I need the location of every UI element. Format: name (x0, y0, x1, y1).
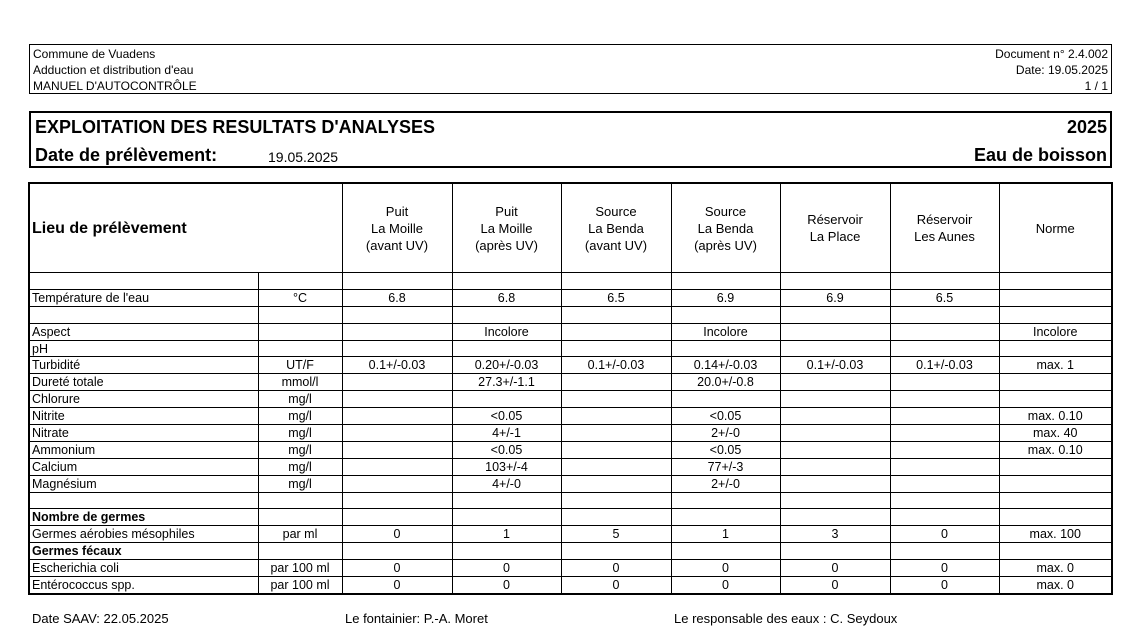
page-title: EXPLOITATION DES RESULTATS D'ANALYSES (35, 117, 435, 137)
table-row (29, 441, 1112, 458)
manual-name: MANUEL D'AUTOCONTRÔLE (33, 79, 197, 93)
unit-cell (258, 306, 342, 323)
value-cell: 0 (890, 560, 999, 577)
unit-cell: mg/l (258, 425, 342, 442)
value-cell: 0 (780, 577, 890, 594)
value-cell: <0.05 (452, 408, 561, 425)
value-cell (342, 408, 452, 425)
unit-cell (258, 340, 342, 357)
value-cell (780, 458, 890, 475)
value-cell: 2+/-0 (671, 475, 780, 492)
sampling-date-label: Date de prélèvement: (35, 145, 218, 165)
header-right (995, 46, 1108, 94)
value-cell: 1 (452, 526, 561, 543)
value-cell (452, 306, 561, 323)
title-year: 2025 (1066, 117, 1107, 137)
title-box (29, 111, 1112, 168)
column-header-line: Réservoir (916, 212, 973, 227)
value-cell (890, 492, 999, 509)
column-header-line: Source (595, 203, 637, 219)
value-cell (561, 475, 671, 492)
unit-cell (258, 492, 342, 509)
value-cell (561, 492, 671, 509)
value-cell (780, 475, 890, 492)
unit-cell: mg/l (258, 391, 342, 408)
parameter-label (29, 273, 258, 290)
document-header (29, 44, 1112, 94)
table-row (29, 306, 1112, 323)
value-cell (780, 509, 890, 526)
value-cell: 0 (452, 560, 561, 577)
parameter-label: Nombre de germes (29, 509, 258, 526)
parameter-label: Calcium (29, 458, 258, 475)
value-cell: 4+/-0 (452, 475, 561, 492)
lieu-header: Lieu de prélèvement (29, 183, 342, 273)
value-cell (890, 509, 999, 526)
value-cell (671, 273, 780, 290)
value-cell (780, 273, 890, 290)
parameter-label: pH (29, 340, 258, 357)
column-header-line: (après UV) (475, 237, 538, 253)
value-cell (999, 543, 1112, 560)
parameter-label (29, 306, 258, 323)
value-cell (999, 306, 1112, 323)
responsable: Le responsable des eaux : C. Seydoux (674, 611, 898, 626)
column-header-line: Puit (385, 203, 409, 219)
column-header-line: La Moille (370, 220, 424, 236)
value-cell (342, 374, 452, 391)
table-row (29, 425, 1112, 442)
page-number: 1 / 1 (1084, 79, 1108, 93)
unit-cell: mg/l (258, 408, 342, 425)
value-cell: 0.20+/-0.03 (452, 357, 561, 374)
value-cell (342, 441, 452, 458)
value-cell (890, 306, 999, 323)
value-cell (999, 509, 1112, 526)
column-header-line: Norme (1035, 220, 1075, 236)
value-cell (780, 374, 890, 391)
parameter-label: Turbidité (29, 357, 258, 374)
value-cell (342, 475, 452, 492)
value-cell: 0.1+/-0.03 (561, 357, 671, 374)
value-cell: 0.1+/-0.03 (890, 357, 999, 374)
value-cell (890, 323, 999, 340)
value-cell (342, 340, 452, 357)
value-cell: 103+/-4 (452, 458, 561, 475)
value-cell: max. 0 (999, 577, 1112, 594)
column-header (452, 183, 561, 273)
value-cell (561, 374, 671, 391)
value-cell (561, 306, 671, 323)
table-row (29, 458, 1112, 475)
value-cell (561, 408, 671, 425)
unit-cell: °C (258, 289, 342, 306)
value-cell (671, 306, 780, 323)
table-row (29, 543, 1112, 560)
value-cell (561, 273, 671, 290)
value-cell: max. 1 (999, 357, 1112, 374)
table-row (29, 357, 1112, 374)
unit-cell: mg/l (258, 475, 342, 492)
column-header-line: (avant UV) (365, 237, 429, 253)
value-cell (561, 543, 671, 560)
value-cell: 0 (452, 577, 561, 594)
unit-cell: par 100 ml (258, 560, 342, 577)
value-cell: 0 (342, 560, 452, 577)
parameter-label: Ammonium (29, 441, 258, 458)
column-header-line: Réservoir (807, 212, 863, 227)
column-header (780, 183, 890, 273)
value-cell: max. 0.10 (999, 408, 1112, 425)
value-cell (999, 492, 1112, 509)
value-cell: <0.05 (452, 441, 561, 458)
value-cell (561, 441, 671, 458)
value-cell: 6.5 (890, 289, 999, 306)
value-cell (890, 374, 999, 391)
value-cell: 6.8 (342, 289, 452, 306)
column-header-line: La Benda (697, 220, 754, 236)
table-header-row (29, 183, 1112, 273)
parameter-label: Dureté totale (29, 374, 258, 391)
table-row (29, 273, 1112, 290)
value-cell: 5 (561, 526, 671, 543)
table-row (29, 408, 1112, 425)
service-name: Adduction et distribution d'eau (33, 63, 194, 77)
value-cell: 4+/-1 (452, 425, 561, 442)
value-cell (342, 306, 452, 323)
parameter-label: Chlorure (29, 391, 258, 408)
parameter-label: Nitrite (29, 408, 258, 425)
value-cell (452, 509, 561, 526)
value-cell (890, 543, 999, 560)
table-row (29, 509, 1112, 526)
value-cell (890, 391, 999, 408)
value-cell (671, 492, 780, 509)
value-cell (999, 289, 1112, 306)
column-header (342, 183, 452, 273)
table-row (29, 526, 1112, 543)
value-cell (452, 492, 561, 509)
value-cell: 0 (890, 526, 999, 543)
value-cell (780, 425, 890, 442)
value-cell: Incolore (671, 323, 780, 340)
value-cell (342, 509, 452, 526)
unit-cell: UT/F (258, 357, 342, 374)
value-cell: 2+/-0 (671, 425, 780, 442)
column-header-line: La Place (809, 229, 861, 244)
parameter-label: Entérococcus spp. (29, 577, 258, 594)
value-cell (780, 441, 890, 458)
column-header-line: (avant UV) (584, 237, 648, 253)
value-cell: Incolore (452, 323, 561, 340)
value-cell: <0.05 (671, 441, 780, 458)
table-row (29, 577, 1112, 594)
value-cell (561, 323, 671, 340)
value-cell (561, 391, 671, 408)
column-header-line: Source (704, 203, 747, 219)
document-date: Date: 19.05.2025 (1015, 63, 1108, 77)
column-header (671, 183, 780, 273)
value-cell: 0 (890, 577, 999, 594)
value-cell (890, 458, 999, 475)
column-header (999, 183, 1112, 273)
value-cell (342, 323, 452, 340)
unit-cell: mg/l (258, 458, 342, 475)
value-cell (342, 391, 452, 408)
value-cell: 0 (561, 577, 671, 594)
value-cell (999, 391, 1112, 408)
header-left (33, 46, 197, 94)
table-row (29, 323, 1112, 340)
value-cell: 77+/-3 (671, 458, 780, 475)
value-cell (671, 509, 780, 526)
fontainier: Le fontainier: P.-A. Moret (345, 611, 488, 626)
value-cell: 1 (671, 526, 780, 543)
value-cell: 3 (780, 526, 890, 543)
table-row (29, 340, 1112, 357)
unit-cell (258, 509, 342, 526)
unit-cell (258, 273, 342, 290)
value-cell (342, 425, 452, 442)
value-cell: max. 100 (999, 526, 1112, 543)
column-header (890, 183, 999, 273)
unit-cell: par ml (258, 526, 342, 543)
parameter-label: Aspect (29, 323, 258, 340)
column-header-line: La Benda (588, 220, 644, 236)
unit-cell: mmol/l (258, 374, 342, 391)
value-cell: max. 0.10 (999, 441, 1112, 458)
value-cell (671, 543, 780, 560)
value-cell: 0.1+/-0.03 (342, 357, 452, 374)
value-cell (999, 458, 1112, 475)
value-cell (452, 391, 561, 408)
value-cell (890, 340, 999, 357)
value-cell (780, 306, 890, 323)
value-cell: 0 (342, 577, 452, 594)
value-cell (999, 475, 1112, 492)
value-cell: 0 (671, 560, 780, 577)
value-cell: 0 (561, 560, 671, 577)
value-cell (342, 492, 452, 509)
parameter-label: Germes fécaux (29, 543, 258, 560)
value-cell (561, 458, 671, 475)
value-cell (561, 425, 671, 442)
table-row (29, 560, 1112, 577)
table-row (29, 492, 1112, 509)
parameter-label: Germes aérobies mésophiles (29, 526, 258, 543)
parameter-label: Température de l'eau (29, 289, 258, 306)
parameter-label (29, 492, 258, 509)
value-cell: 6.9 (671, 289, 780, 306)
value-cell: 0 (671, 577, 780, 594)
value-cell (452, 273, 561, 290)
value-cell (561, 340, 671, 357)
value-cell (671, 391, 780, 408)
value-cell: 0 (780, 560, 890, 577)
value-cell (999, 340, 1112, 357)
column-header-line: Puit (495, 203, 518, 219)
unit-cell (258, 543, 342, 560)
table-row (29, 475, 1112, 492)
value-cell (342, 458, 452, 475)
value-cell (780, 323, 890, 340)
value-cell (890, 475, 999, 492)
value-cell: <0.05 (671, 408, 780, 425)
sampling-date-value: 19.05.2025 (268, 149, 339, 165)
unit-cell: par 100 ml (258, 577, 342, 594)
document-number: Document n° 2.4.002 (995, 47, 1108, 61)
value-cell: 0.14+/-0.03 (671, 357, 780, 374)
value-cell (780, 492, 890, 509)
value-cell: 27.3+/-1.1 (452, 374, 561, 391)
value-cell: 20.0+/-0.8 (671, 374, 780, 391)
value-cell (561, 509, 671, 526)
value-cell (999, 374, 1112, 391)
value-cell: max. 0 (999, 560, 1112, 577)
value-cell (890, 425, 999, 442)
value-cell (890, 408, 999, 425)
value-cell: max. 40 (999, 425, 1112, 442)
value-cell (780, 391, 890, 408)
value-cell: 6.9 (780, 289, 890, 306)
value-cell (780, 543, 890, 560)
value-cell (342, 543, 452, 560)
table-row (29, 289, 1112, 306)
value-cell: 6.5 (561, 289, 671, 306)
value-cell (780, 408, 890, 425)
table-row (29, 374, 1112, 391)
column-header-line: (après UV) (694, 237, 757, 253)
water-category: Eau de boisson (973, 145, 1107, 165)
value-cell (890, 441, 999, 458)
value-cell (452, 543, 561, 560)
commune-name: Commune de Vuadens (33, 47, 156, 61)
parameter-label: Magnésium (29, 475, 258, 492)
table-row (29, 391, 1112, 408)
value-cell (780, 340, 890, 357)
column-header-line: La Moille (480, 220, 533, 236)
value-cell (342, 273, 452, 290)
value-cell: Incolore (999, 323, 1112, 340)
value-cell (890, 273, 999, 290)
value-cell (999, 273, 1112, 290)
analysis-table (28, 182, 1113, 595)
value-cell (671, 340, 780, 357)
column-header (561, 183, 671, 273)
column-header-line: Les Aunes (914, 229, 975, 244)
unit-cell: mg/l (258, 441, 342, 458)
value-cell: 0.1+/-0.03 (780, 357, 890, 374)
value-cell: 0 (342, 526, 452, 543)
parameter-label: Escherichia coli (29, 560, 258, 577)
unit-cell (258, 323, 342, 340)
saav-date: Date SAAV: 22.05.2025 (32, 611, 169, 626)
value-cell: 6.8 (452, 289, 561, 306)
parameter-label: Nitrate (29, 425, 258, 442)
value-cell (452, 340, 561, 357)
